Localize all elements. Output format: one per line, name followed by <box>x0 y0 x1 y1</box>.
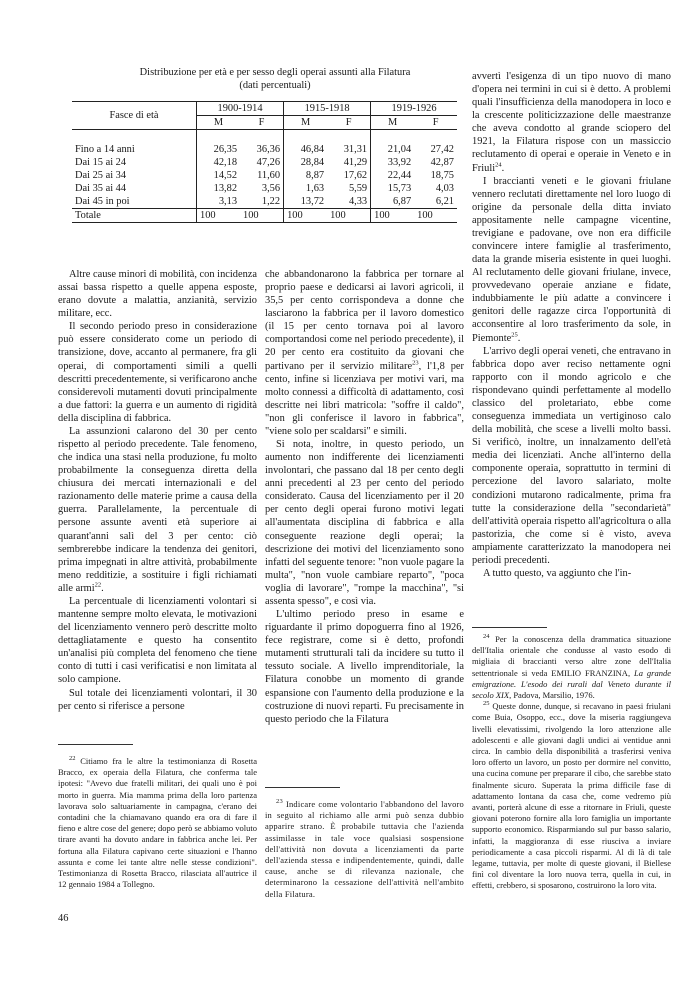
cell: 22,44 <box>371 169 415 182</box>
footnote-ref[interactable]: 25 <box>511 331 518 339</box>
footnote-number: 24 <box>483 633 490 641</box>
cell: 28,84 <box>284 156 328 169</box>
paragraph-text: avvertì l'esigenza di un tipo nuovo di mano d'opera nei termini in cui si è detto. A problemi quali l'insufficienza della manodopera in loco e la crescente politicizzazione delle maestranze che aveva condotto al grande sciopero del 1921, la Filatura rispose con un massiccio reclutamento di operai e operaie in Veneto e in Friuli <box>472 71 671 174</box>
footnote-text: , Padova, Marsilio, 1976. <box>509 690 595 701</box>
cell: 13,82 <box>197 182 241 195</box>
paragraph: L'arrivo degli operai veneti, che entravano in fabbrica dopo aver reciso nettamente ogni rapporto con il mondo agricolo e che rispondevano quindi perfettamente al modello classico del proletariato, ebbe come conseguenza immediata un vertiginoso calo della mobilità, che scese a livelli molto bassi. Si verificò, inoltre, un innalzamento dell'età media dei licenziati. Anche all'interno della componente operaia, soprattutto in termini di percezione del lavoro salariato, molte condizioni mutarono radicalmente, prima fra tutte la considerazione della "secondarietà" dell'attività operaia rispetto all'agricoltura o alla pastorizia, che come si è visto, aveva ampiamente caratterizzato la manodopera nei periodi precedenti. <box>472 345 671 566</box>
paragraph-text: che abbandonarono la fabbrica per tornare al proprio paese e dedicarsi ai lavori agricoli, il 35,5 per cento corrispondeva a donne che lasciarono la fabbrica per il lavoro domestico (il 15 per cento tornava poi al lavoro comportandosi come nel periodo precedente), il 20 per cento era costituito da giovani che partivano per il servizio militare <box>265 269 464 372</box>
cell: 46,84 <box>284 143 328 156</box>
sex-header: M <box>371 116 415 130</box>
period-header: 1919-1926 <box>371 102 457 116</box>
cell: 33,92 <box>371 156 415 169</box>
period-header: 1900-1914 <box>197 102 284 116</box>
row-header: Fasce di età <box>109 110 159 121</box>
footnote-24 <box>472 634 671 701</box>
footnote-divider <box>265 787 340 788</box>
period-header: 1915-1918 <box>284 102 371 116</box>
paragraph <box>265 268 464 438</box>
cell: 42,87 <box>430 157 454 168</box>
table-row <box>72 143 457 156</box>
cell: 100 <box>243 210 259 221</box>
table-caption-title: Distribuzione per età e per sesso degli operai assunti alla Filatura <box>139 67 411 78</box>
cell: 100 <box>371 209 415 223</box>
paragraph: Si nota, inoltre, in questo periodo, un aumento non indifferente dei licenziamenti involontari, che passano dal 18 per cento degli anni precedenti al 23 per cento del periodo considerato. Causa del licenziamento per il 20 per cento degli operai furono motivi legati all'aumentata disciplina di fabbrica e alla conseguente reazione degli operai; la descrizione dei motivi del licenziamento sono infatti del seguente tenore: "non vuole pagare la multa", "non vuole cambiare reparto", "poca voglia di lavorare", "rompe la macchina", "si assenta spesso", e così via. <box>265 439 464 607</box>
paragraph: L'ultimo periodo preso in esame e riguardante il primo dopoguerra fino al 1926, fece registrare, come si è detto, profondi mutamenti strutturali tali da incidere su tutto il tessuto sociale. A livello imprenditoriale, la Filatura conobbe un momento di grande espansione con l'aumento della produzione e la costruzione di nuovi reparti. Fu precisamente in questo periodo che la Filatura <box>265 609 464 725</box>
paragraph: La percentuale di licenziamenti volontari si mantenne sempre molto elevata, le motivazioni del licenziamento vennero però descritte molto dettagliatamente e questo ha consentito un'analisi più completa del fenomeno che tiene conto di tutti i casi verificatisi e non limitata al solo campione. <box>58 595 257 686</box>
cell: 17,62 <box>343 170 368 181</box>
cell: 4,03 <box>435 183 454 194</box>
cell: 13,72 <box>284 195 328 209</box>
paragraph-text: , l'1,8 per cento, infine si licenziava per motivi vari, ma molto connessi a difficoltà di adattamento, così descritte nei libri matricola: "soffre il caldo", "non gli conferisce il lavoro in fabbrica", "viene solo per scaldarsi" e simili. <box>265 360 464 437</box>
footnote-ref[interactable]: 23 <box>412 359 419 367</box>
cell: 6,21 <box>435 196 454 207</box>
footnote-number: 23 <box>276 798 283 806</box>
sex-header: F <box>345 117 352 128</box>
footnotes-column-3 <box>472 634 671 892</box>
cell: 1,22 <box>261 196 281 207</box>
body-column-2 <box>265 268 464 726</box>
footnote-ref[interactable]: 24 <box>495 161 502 169</box>
footnote-divider <box>472 627 547 628</box>
cell: 4,33 <box>348 196 368 207</box>
row-label: Fino a 14 anni <box>75 144 135 155</box>
footnote-text: Queste donne, dunque, si recavano in paesi friulani come Buia, Osoppo, ecc., dove la miseria raggiungeva livelli elevatissimi, rivolgendo la loro attenzione alle adolescenti e alle giovani dagli undici ai ventidue anni circa. In cambio della disponibilità a trasferirsi veniva loro offerto un lavoro, un posto per dormire nel convitto, una cucina comune per preparare il cibo, che sarebbe stato finalmente sicuro. Superata la prima difficile fase di adattamento lontana da casa che, come vedremo più avanti, porterà alcune di esse a ritornare in Friuli, queste giovani poterono fornire alla loro famiglia un importante supporto economico. Risparmiando sul pur basso salario, infatti, la maggioranza di esse riusciva a inviare periodicamente a casa piccoli risparmi. Al di là di tale legame, tuttavia, per molte di queste giovani, il Biellese finì col diventare la loro nuova terra, quella in cui, in effetti, crebbero, si sposarono, costruirono la loro vita. <box>472 701 672 891</box>
cell: 26,35 <box>197 143 241 156</box>
footnote-number: 22 <box>69 755 76 763</box>
footnote-text: Citiamo fra le altre la testimonianza di Rosetta Bracco, ex operaia della Filatura, che conferma tale ipotesi: "Avevo due fratelli militari, dei quali uno è poi morto in guerra. Mia mamma prima della loro partenza lavorava solo saltuariamente in campagna, c'erano dei contadini che la chiamavano quando era ora di fare il fieno e altre cose del genere; dopo però se abbiamo voluto tirare avanti ha dovuto andare in fabbrica anche lei. Per fortuna alla Filatura capivano certe situazioni e l'hanno assunta e come lei tante altre nelle stesse condizioni". Testimonianza di Rosetta Bracco, rilasciata all'autrice il 12 gennaio 1984 a Tollegno. <box>58 756 257 890</box>
cell: 21,04 <box>371 143 415 156</box>
cell: 8,87 <box>284 169 328 182</box>
age-sex-table <box>72 101 457 223</box>
body-column-3 <box>472 70 671 580</box>
paragraph-text: . <box>501 162 505 174</box>
row-label: Dai 45 in poi <box>75 196 130 207</box>
body-column-1 <box>58 268 257 713</box>
paragraph-text: . <box>101 582 104 594</box>
paragraph-text: . <box>517 332 521 344</box>
footnote-22 <box>58 756 257 890</box>
cell: 100 <box>330 210 346 221</box>
cell: 15,73 <box>371 182 415 195</box>
cell: 1,63 <box>284 182 328 195</box>
paragraph <box>472 70 671 175</box>
footnote-23 <box>265 799 464 900</box>
cell: 18,75 <box>430 170 454 181</box>
cell: 27,42 <box>430 144 454 155</box>
cell: 100 <box>284 209 328 223</box>
table-row <box>72 182 457 195</box>
sex-header: M <box>197 116 241 130</box>
paragraph-text: I braccianti veneti e le giovani friulane vennero reclutati direttamente nel loro luogo di origine da personale della ditta inviato appositamente nelle campagne vicentine, trevigiane e padovane, ove non era difficile convincere intere famiglie al trasferimento, data la grande miseria esistente in quei luoghi. Al reclutamento delle giovani friulane, invece, provvedevano operaie anziane e fidate, indubbiamente le più adatte a convincere i genitori delle ragazze circa l'opportunità di acconsentire al loro trasferimento da sole, in Piemonte <box>472 175 671 344</box>
sex-header: F <box>258 117 265 128</box>
cell: 47,26 <box>256 157 281 168</box>
cell: 3,56 <box>261 183 281 194</box>
paragraph: A tutto questo, va aggiunto che l'in- <box>483 567 632 579</box>
cell: 11,60 <box>257 170 281 181</box>
cell: 3,13 <box>197 195 241 209</box>
footnote-number: 25 <box>483 700 490 708</box>
table-row <box>72 195 457 209</box>
sex-header: F <box>432 117 439 128</box>
paragraph <box>58 425 257 595</box>
paragraph-text: La assunzioni calarono del 30 per cento rispetto al periodo precedente. Tale fenomeno, che indica una stasi nella produzione, fu molto probabilmente la conseguenza diretta della chiusura dei mercati internazionali e del razionamento delle materie prime a causa della guerra. Parallelamente, la percentuale di persone assunte aventi età superiore ai quarant'anni salì del 3 per cento: ciò sembrerebbe indicare la tendenza dei genitori, prima impegnati in altre attività, probabilmente meno redditizie, a sostituire i figli richiamati alle armi <box>58 425 257 594</box>
table-caption-subtitle: (dati percentuali) <box>239 80 311 91</box>
footnote-divider <box>58 744 133 745</box>
cell: 5,59 <box>348 183 368 194</box>
footnote-ref[interactable]: 22 <box>94 581 102 589</box>
page-number: 46 <box>58 913 69 924</box>
paragraph: Sul totale dei licenziamenti volontari, il 30 per cento si riferisce a persone <box>58 687 257 712</box>
row-label: Dai 15 ai 24 <box>75 157 127 168</box>
sex-header: M <box>284 116 328 130</box>
footnote-book-title: La grande emigrazione. L'esodo dei rurali dal Veneto durante il secolo XIX <box>472 667 672 701</box>
cell: 6,87 <box>371 195 415 209</box>
row-label: Dai 35 ai 44 <box>75 183 127 194</box>
paragraph: Il secondo periodo preso in considerazione può essere considerato come un periodo di transizione, dove, accanto al permanere, fra gli operai, di comportamenti simili a quelli descritti precedentemente, si verificarono anche considerevoli mutamenti dovuti principalmente a due fattori: la guerra e un aumento di rigidità della disciplina di fabbrica. <box>58 321 257 424</box>
cell: 41,29 <box>343 157 368 168</box>
cell: 36,36 <box>256 144 281 155</box>
row-label: Totale <box>75 210 101 221</box>
cell: 14,52 <box>197 169 241 182</box>
table-total-row <box>72 209 457 223</box>
footnote-text: Indicare come volontario l'abbandono del lavoro in seguito al richiamo alle armi può senza dubbio apparire strano. È probabile tuttavia che l'azienda assimilasse in tale voce qualsiasi sospensione dell'attività non dovuta a licenziamenti da parte dell'azienda stessa e indipendentemente, quindi, dalle cause, anche se di rilevanza nazionale, che determinarono la cessazione dell'attività nell'ambito della Filatura. <box>265 799 465 899</box>
cell: 42,18 <box>197 156 241 169</box>
footnote-25 <box>472 701 671 891</box>
cell: 31,31 <box>343 144 368 155</box>
cell: 100 <box>417 210 433 221</box>
footnote-text: Per la conoscenza della drammatica situazione dell'Italia orientale che condusse al vasto esodo di migliaia di braccianti verso altre zone dell'Italia settentrionale si veda EMILIO FRANZINA, <box>472 634 672 678</box>
table-row <box>72 169 457 182</box>
table-caption <box>90 66 460 92</box>
cell: 100 <box>197 209 241 223</box>
row-label: Dai 25 ai 34 <box>75 170 127 181</box>
paragraph <box>472 175 671 345</box>
table-row <box>72 156 457 169</box>
paragraph: Altre cause minori di mobilità, con incidenza assai bassa rispetto a quelle appena esposte, erano dovute a malattia, anzianità, servizio militare, ecc. <box>58 269 257 320</box>
